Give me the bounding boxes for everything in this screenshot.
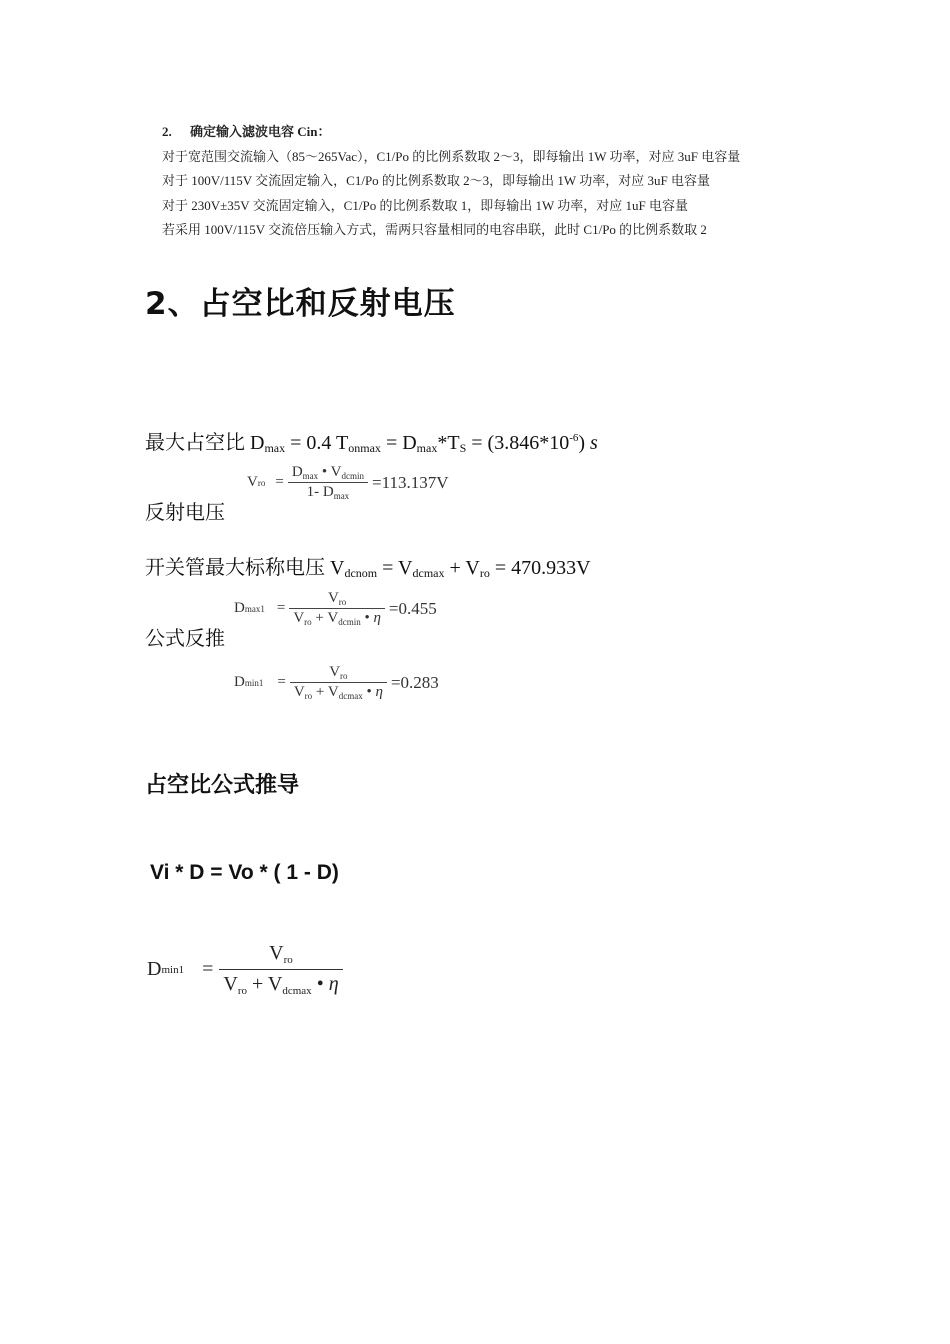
dmin1-formula-large: D min1 = $\frac{V_{ro}}{V_{ro} + V_{dcmax} • \eta}$ [147, 942, 343, 997]
max-duty-cycle-line: 最大占空比 $D_{max} = 0.4$ $T_{onmax} = D_{max}*T_S = (3.846*10^{-6})$ s [145, 432, 598, 455]
duty-cycle-equation: Vi * D = Vo * ( 1 - D) [150, 861, 339, 884]
reflected-voltage-formula: V ro = $\frac{D_{max} • V_{dcmin}}{1- D_{max}}$ =113.137V [247, 464, 449, 501]
reflected-voltage-label: 反射电压 [145, 502, 225, 524]
dmin1-formula: D min1 = $\frac{V_{ro}}{V_{ro} + V_{dcmax} • \eta}$ =0.283 [234, 664, 439, 701]
fraction: $\frac{V_{ro}}{V_{ro} + V_{dcmax} • \eta}$ [219, 942, 342, 997]
fraction: $\frac{D_{max} • V_{dcmin}}{1- D_{max}}$ [288, 464, 368, 501]
excerpt-line: 若采用 100V/115V 交流倍压输入方式，需两只容量相同的电容串联，此时 C1/Po 的比例系数取 2 [162, 222, 707, 237]
excerpt-line: 对于 230V±35V 交流固定输入，C1/Po 的比例系数取 1，即每输出 1W 功率，对应 1uF 电容量 [162, 197, 688, 213]
excerpt-title: 2. 确定输入滤波电容 Cin： [162, 124, 331, 139]
excerpt-line: 对于 100V/115V 交流固定输入，C1/Po 的比例系数取 2～3，即每输出 1W 功率，对应 3uF 电容量 [162, 173, 710, 188]
derivation-subheading: 占空比公式推导 [145, 773, 300, 798]
filter-capacitor-excerpt [162, 120, 802, 243]
excerpt-line: 对于宽范围交流输入（85～265Vac），C1/Po 的比例系数取 2～3，即每输出 1W 功率，对应 3uF 电容量 [162, 148, 741, 164]
switch-voltage-line: 开关管最大标称电压 $V_{dcnom} = V_{dcmax} + V_{ro} = 470.933V$ [145, 557, 591, 580]
fraction: $\frac{V_{ro}}{V_{ro} + V_{dcmax} • \eta}$ [290, 664, 387, 701]
section-heading: 2、占空比和反射电压 [145, 286, 456, 322]
dmax1-formula: D max1 = $\frac{V_{ro}}{V_{ro} + V_{dcmin} • \eta}$ =0.455 [234, 590, 437, 627]
fraction: $\frac{V_{ro}}{V_{ro} + V_{dcmin} • \eta}$ [289, 590, 385, 627]
formula-derivation-label: 公式反推 [145, 628, 225, 650]
